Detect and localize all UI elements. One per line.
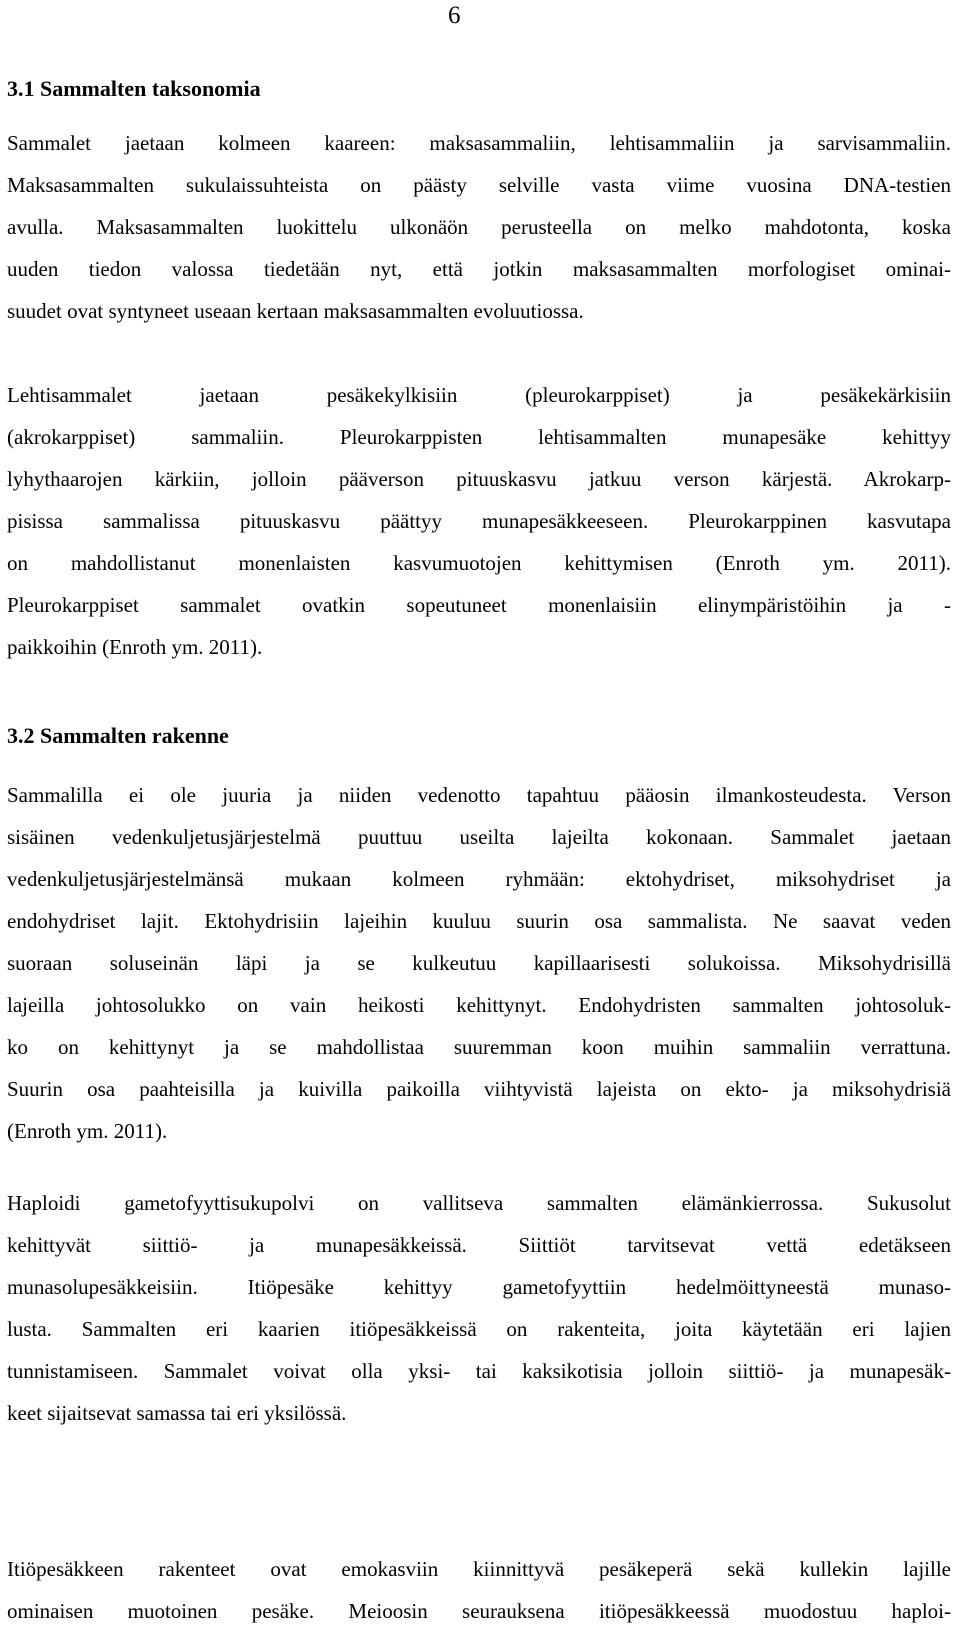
text-line: uuden tiedon valossa tiedetään nyt, että jotkin maksasammalten morfologiset ominai- [7,257,951,281]
text-line: lajeilla johtosolukko on vain heikosti kehittynyt. Endohydristen sammalten johtosoluk- [7,993,951,1017]
text-line: paikkoihin (Enroth ym. 2011). [7,635,263,659]
text-line: suudet ovat syntyneet useaan kertaan maksasammalten evoluutiossa. [7,299,584,323]
text-line: Lehtisammalet jaetaan pesäkekylkisiin (pleurokarppiset) ja pesäkekärkisiin [7,383,951,407]
page-number: 6 [448,2,461,29]
text-line: munasolupesäkkeisiin. Itiöpesäke kehittyy gametofyyttiin hedelmöittyneestä munaso- [7,1275,951,1299]
text-line: kehittyvät siittiö- ja munapesäkkeissä. Siittiöt tarvitsevat vettä edetäkseen [7,1233,951,1257]
text-line: pisissa sammalissa pituuskasvu päättyy munapesäkkeeseen. Pleurokarppinen kasvutapa [7,509,951,533]
text-line: Itiöpesäkkeen rakenteet ovat emokasviin kiinnittyvä pesäkeperä sekä kullekin lajille [7,1557,951,1581]
text-line: Sammalilla ei ole juuria ja niiden vedenotto tapahtuu pääosin ilmankosteudesta. Verson [7,783,951,807]
paragraph-taxonomy-2 [7,374,951,668]
text-line: lusta. Sammalten eri kaarien itiöpesäkkeissä on rakenteita, joita käytetään eri lajien [7,1317,951,1341]
paragraph-structure-3 [7,1548,951,1632]
paragraph-structure-1 [7,774,951,1152]
text-line: Suurin osa paahteisilla ja kuivilla paikoilla viihtyvistä lajeista on ekto- ja miksohydrisiä [7,1077,951,1101]
paragraph-structure-2 [7,1182,951,1434]
text-line: keet sijaitsevat samassa tai eri yksilössä. [7,1401,347,1425]
text-line: on mahdollistanut monenlaisten kasvumuotojen kehittymisen (Enroth ym. 2011). [7,551,951,575]
text-line: Sammalet jaetaan kolmeen kaareen: maksasammaliin, lehtisammaliin ja sarvisammaliin. [7,131,951,155]
section-heading-3-2: 3.2 Sammalten rakenne [7,723,229,748]
text-line: sisäinen vedenkuljetusjärjestelmä puuttuu useilta lajeilta kokonaan. Sammalet jaetaan [7,825,951,849]
text-line: endohydriset lajit. Ektohydrisiin lajeihin kuuluu suurin osa sammalista. Ne saavat veden [7,909,951,933]
text-line: lyhythaarojen kärkiin, jolloin pääverson pituuskasvu jatkuu verson kärjestä. Akrokarp- [7,467,951,491]
paragraph-taxonomy-1 [7,122,951,332]
text-line: avulla. Maksasammalten luokittelu ulkonäön perusteella on melko mahdotonta, koska [7,215,951,239]
text-line: (akrokarppiset) sammaliin. Pleurokarppisten lehtisammalten munapesäke kehittyy [7,425,951,449]
text-line: Pleurokarppiset sammalet ovatkin sopeutuneet monenlaisiin elinympäristöihin ja - [7,593,951,617]
text-line: tunnistamiseen. Sammalet voivat olla yksi- tai kaksikotisia jolloin siittiö- ja munapesäk- [7,1359,951,1383]
text-line: (Enroth ym. 2011). [7,1119,168,1143]
section-heading-3-1: 3.1 Sammalten taksonomia [7,76,261,101]
text-line: vedenkuljetusjärjestelmänsä mukaan kolmeen ryhmään: ektohydriset, miksohydriset ja [7,867,951,891]
text-line: ominaisen muotoinen pesäke. Meioosin seurauksena itiöpesäkkeessä muodostuu haploi- [7,1599,951,1623]
text-line: Haploidi gametofyyttisukupolvi on vallitseva sammalten elämänkierrossa. Sukusolut [7,1191,951,1215]
text-line: ko on kehittynyt ja se mahdollistaa suuremman koon muihin sammaliin verrattuna. [7,1035,951,1059]
text-line: Maksasammalten sukulaissuhteista on päästy selville vasta viime vuosina DNA-testien [7,173,951,197]
text-line: suoraan soluseinän läpi ja se kulkeutuu kapillaarisesti solukoissa. Miksohydrisillä [7,951,951,975]
